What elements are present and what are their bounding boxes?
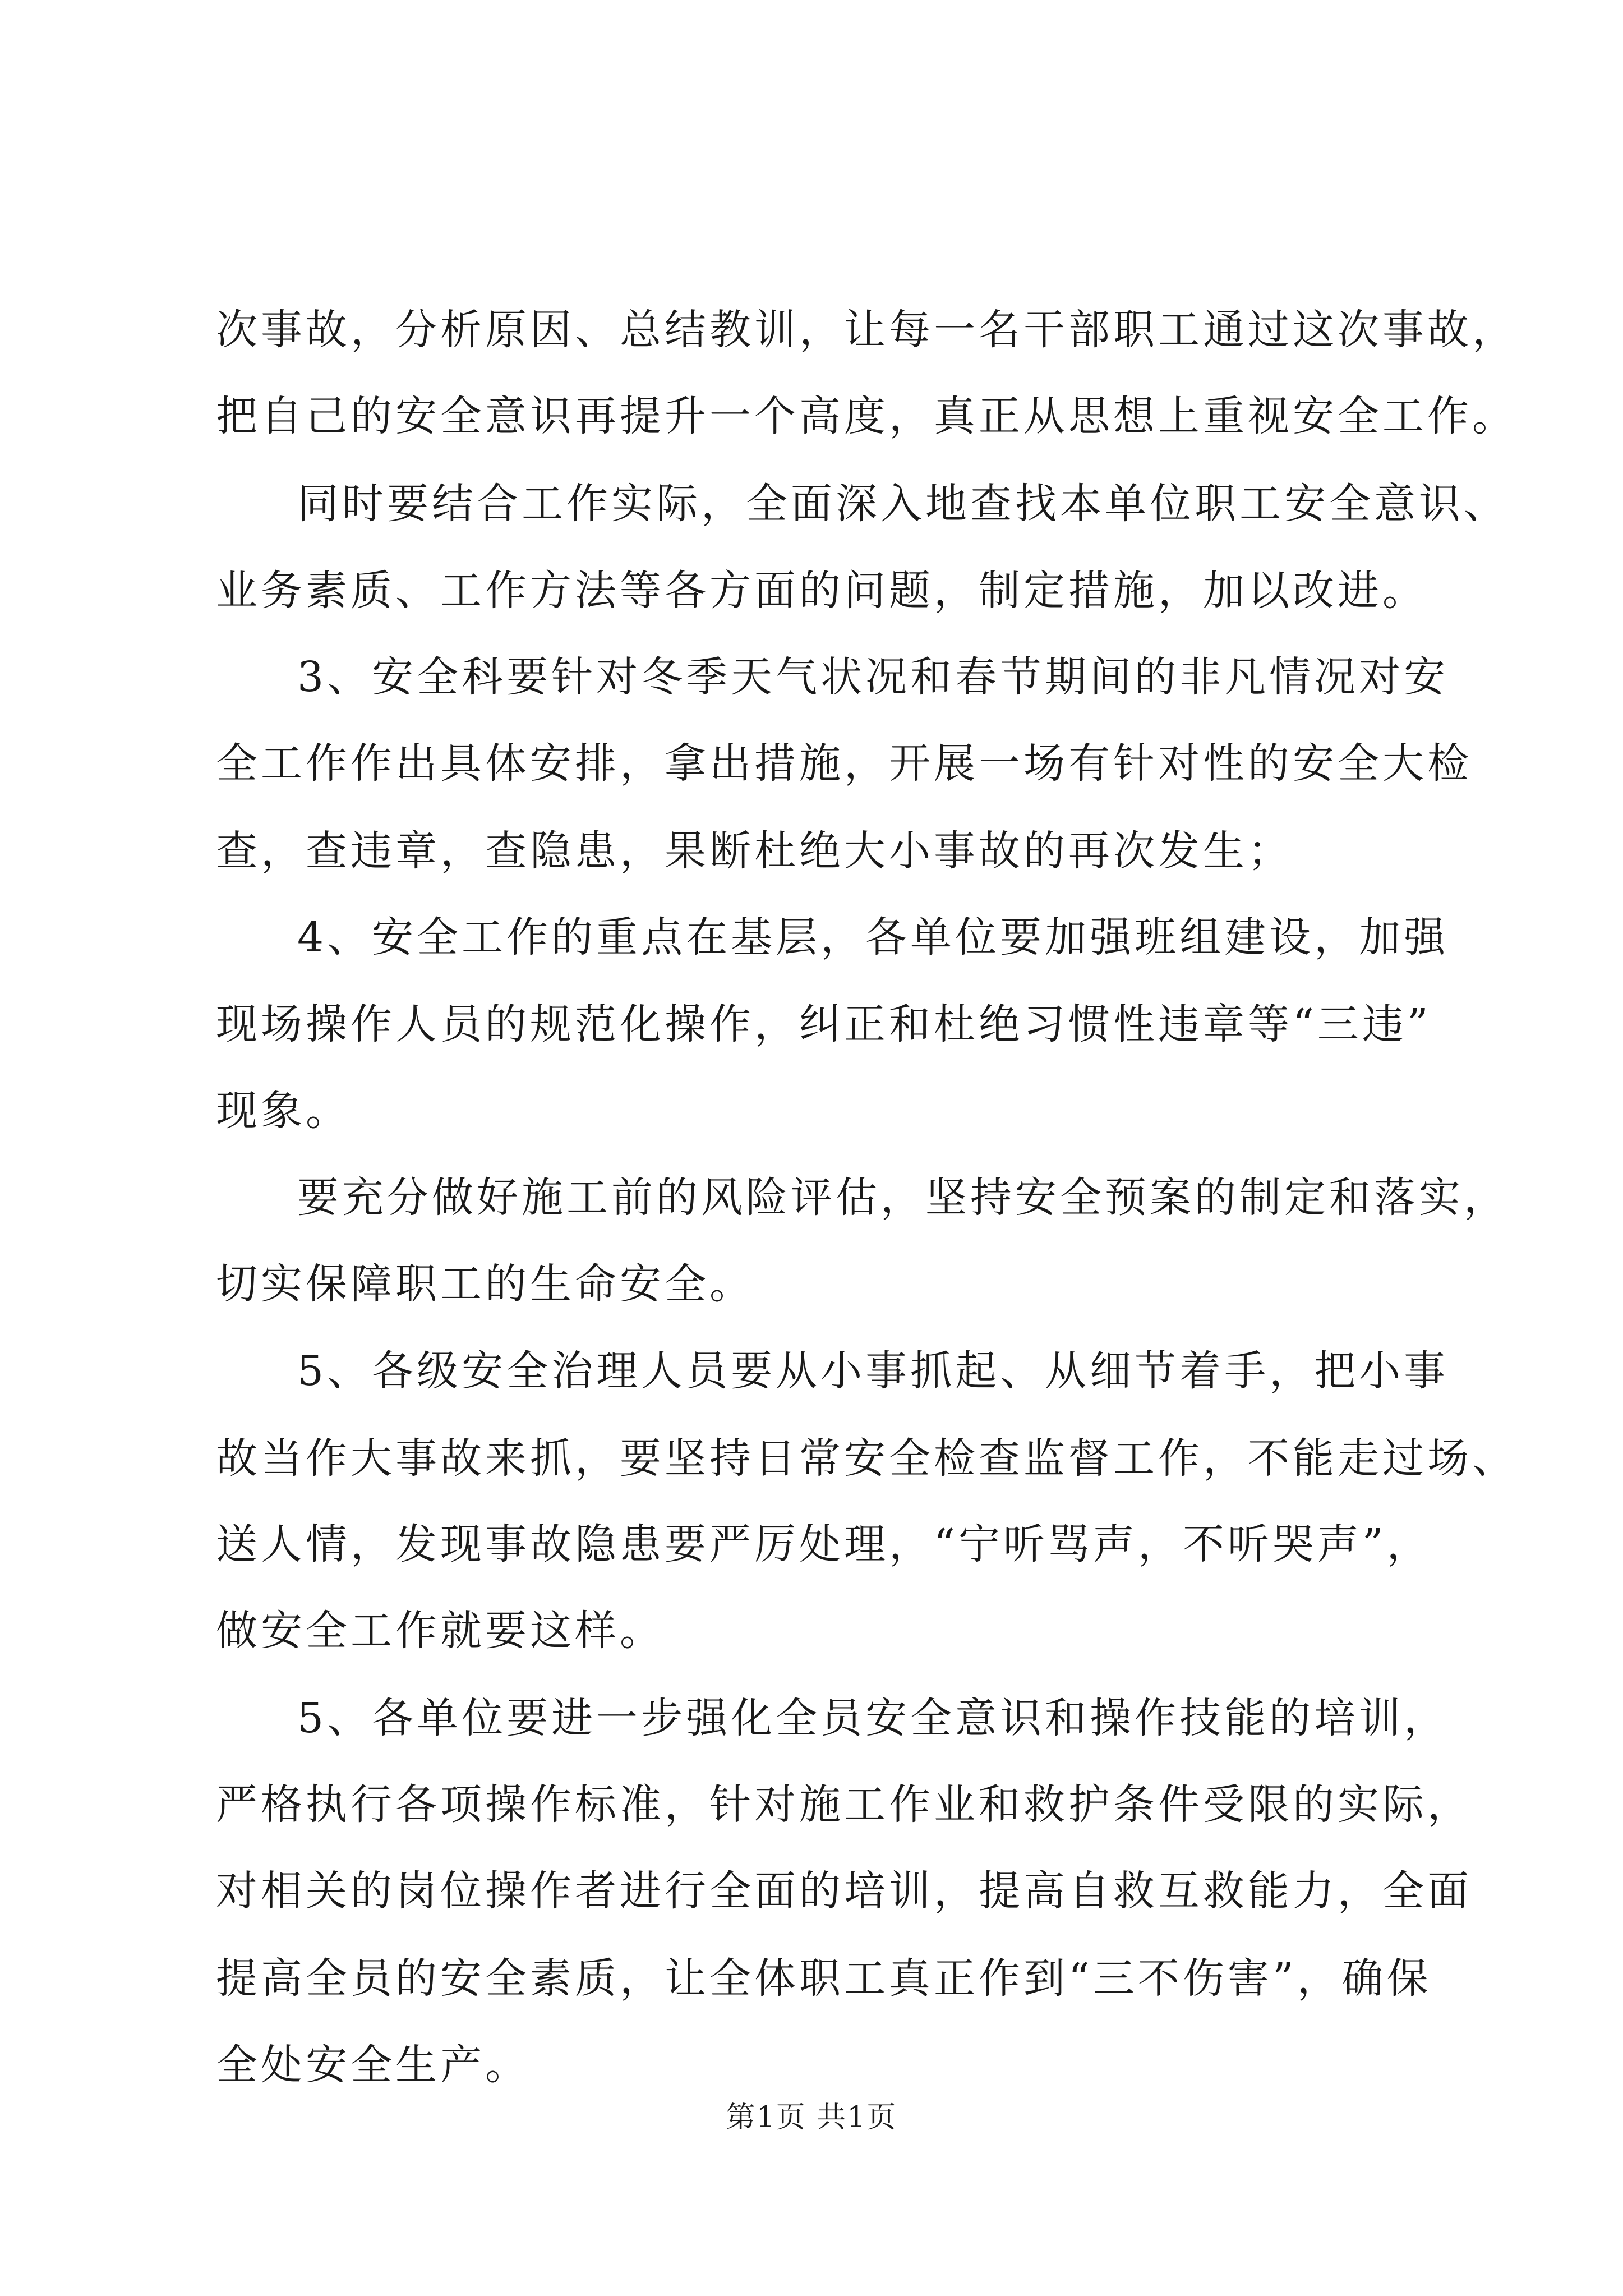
paragraph-line: 要充分做好施工前的风险评估，坚持安全预案的制定和落实，	[297, 1174, 1509, 1222]
paragraph-line: 现场操作人员的规范化操作，纠正和杜绝习惯性违章等“三违”	[216, 1000, 1432, 1048]
paragraph-line: 现象。	[216, 1087, 351, 1135]
paragraph-line: 全工作作出具体安排，拿出措施，开展一场有针对性的安全大检	[216, 739, 1472, 788]
paragraph-line: 严格执行各项操作标准，针对施工作业和救护条件受限的实际，	[216, 1780, 1472, 1829]
paragraph-line: 业务素质、工作方法等各方面的问题，制定措施，加以改进。	[216, 567, 1427, 615]
paragraph-line: 故当作大事故来抓，要坚持日常安全检查监督工作，不能走过场、	[216, 1434, 1517, 1483]
paragraph-line: 提高全员的安全素质，让全体职工真正作到“三不伤害”，确保	[216, 1954, 1432, 2003]
paragraph-line: 切实保障职工的生命安全。	[216, 1260, 754, 1308]
paragraph-line: 5、各单位要进一步强化全员安全意识和操作技能的培训，	[297, 1694, 1449, 1742]
paragraph-line: 同时要结合工作实际，全面深入地查找本单位职工安全意识、	[297, 480, 1509, 528]
paragraph-line: 对相关的岗位操作者进行全面的培训，提高自救互救能力，全面	[216, 1867, 1472, 1915]
paragraph-line: 查，查违章，查隐患，果断杜绝大小事故的再次发生；	[216, 827, 1293, 875]
paragraph-line: 5、各级安全治理人员要从小事抓起、从细节着手，把小事	[297, 1347, 1449, 1395]
paragraph-line: 送人情，发现事故隐患要严厉处理，“宁听骂声，不听哭声”，	[216, 1520, 1432, 1568]
paragraph-line: 次事故，分析原因、总结教训，让每一名干部职工通过这次事故，	[216, 306, 1517, 354]
page-footer: 第1页 共1页	[726, 2101, 897, 2134]
paragraph-line: 做安全工作就要这样。	[216, 1607, 665, 1655]
paragraph-line: 3、安全科要针对冬季天气状况和春节期间的非凡情况对安	[297, 653, 1449, 701]
paragraph-line: 全处安全生产。	[216, 2041, 530, 2089]
paragraph-line: 4、安全工作的重点在基层，各单位要加强班组建设，加强	[297, 913, 1449, 961]
paragraph-line: 把自己的安全意识再提升一个高度，真正从思想上重视安全工作。	[216, 392, 1517, 440]
